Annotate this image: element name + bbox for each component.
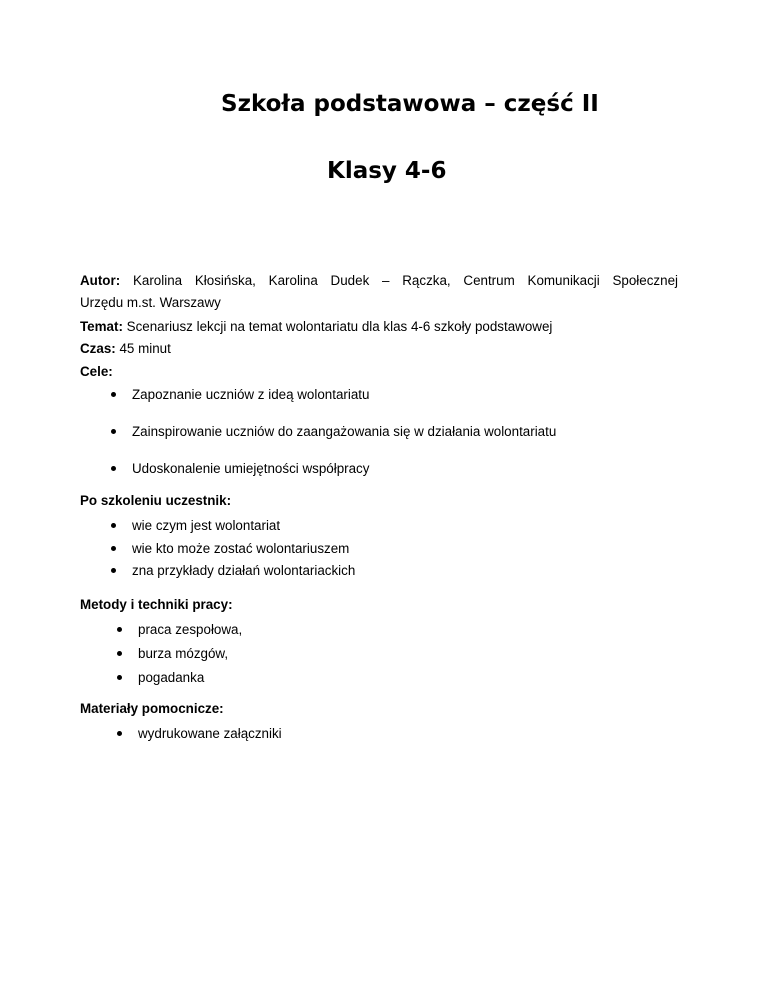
material-text: wydrukowane załączniki	[138, 726, 282, 741]
document-subtitle: Klasy 4-6	[327, 158, 447, 184]
time-value: 45 minut	[119, 341, 171, 356]
bullet-icon	[111, 523, 116, 528]
goal-text: Udoskonalenie umiejętności współpracy	[132, 461, 370, 476]
goal-text: Zainspirowanie uczniów do zaangażowania się w działania wolontariatu	[132, 424, 557, 439]
time-label: Czas:	[80, 341, 116, 356]
outcomes-heading: Po szkoleniu uczestnik:	[80, 493, 232, 508]
bullet-icon	[111, 546, 116, 551]
goals-heading: Cele:	[80, 364, 113, 379]
author-line	[80, 272, 678, 290]
bullet-icon	[111, 568, 116, 573]
bullet-icon	[111, 392, 116, 397]
materials-heading: Materiały pomocnicze:	[80, 701, 224, 716]
bullet-icon	[111, 466, 116, 471]
method-text: praca zespołowa,	[138, 622, 243, 637]
document-title: Szkoła podstawowa – część II	[221, 91, 599, 117]
method-text: pogadanka	[138, 670, 205, 685]
method-text: burza mózgów,	[138, 646, 229, 661]
goal-text: Zapoznanie uczniów z ideą wolontariatu	[132, 387, 370, 402]
topic-label: Temat:	[80, 319, 123, 334]
topic-value: Scenariusz lekcji na temat wolontariatu dla klas 4-6 szkoły podstawowej	[126, 319, 553, 334]
outcome-text: zna przykłady działań wolontariackich	[132, 563, 356, 578]
bullet-icon	[117, 675, 122, 680]
author-value: Karolina Kłosińska, Karolina Dudek – Rączka, Centrum Komunikacji Społecznej	[132, 273, 678, 288]
bullet-icon	[111, 429, 116, 434]
author-label: Autor:	[80, 273, 121, 288]
outcome-text: wie kto może zostać wolontariuszem	[132, 541, 350, 556]
bullet-icon	[117, 627, 122, 632]
topic-line	[80, 318, 552, 336]
outcome-text: wie czym jest wolontariat	[132, 518, 281, 533]
bullet-icon	[117, 651, 122, 656]
time-line	[80, 340, 171, 358]
methods-heading: Metody i techniki pracy:	[80, 597, 233, 612]
bullet-icon	[117, 731, 122, 736]
author-line-continued: Urzędu m.st. Warszawy	[80, 295, 221, 310]
